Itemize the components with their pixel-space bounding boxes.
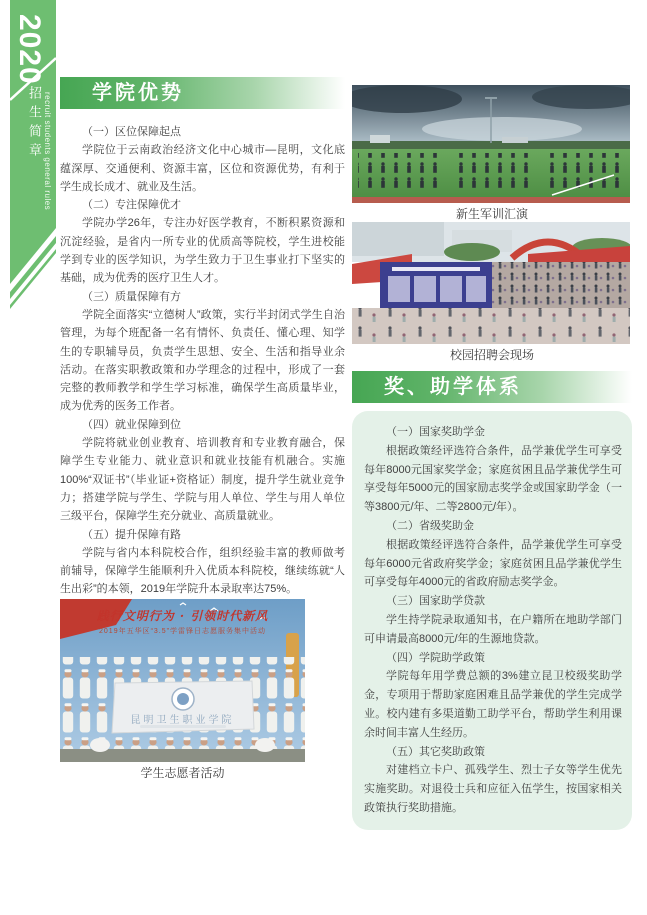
- left-column: [60, 77, 345, 781]
- sidebar-ribbon: [10, 0, 56, 320]
- billboard-list: [388, 276, 410, 302]
- sidebar-title-cn: 招生简章: [27, 86, 42, 162]
- aid-2-heading: （二）省级奖助金: [386, 519, 474, 532]
- advantage-4-heading: （四）就业保障到位: [82, 418, 181, 431]
- section-banner-advantages: [60, 77, 345, 109]
- advantage-4-body: 学院将就业创业教育、培训教育和专业教育融合，保障学生专业能力、就业意识和就业技能有机融合。实施100%“双证书”（毕业证+资格证）制度，提升学生就业竞争力；搭建学院与学生、学院与用人单位、学生与用人单位三级平台，保障学生充分就业、高质量就业。: [60, 437, 345, 523]
- kneeling-student: [90, 738, 110, 752]
- advantage-5-heading: （五）提升保障有路: [82, 528, 181, 541]
- section-title-advantages: 学院优势: [92, 82, 184, 104]
- college-logo-inner: [177, 693, 189, 705]
- advantage-3-body: 学院全面落实“立德树人”政策，实行半封闭式学生自治管理，为每个班配备一名有情怀、负责任、懂心理、知学生的专职辅导员，负责学生思想、安全、生活和指导业余活动。在落实职教政策和办学理念的过程中，形成了一套完整的教师教学和学生学习标准，确保学生高质量毕业，成为优秀的医务工作者。: [60, 308, 345, 413]
- building: [352, 222, 444, 256]
- building: [370, 135, 390, 143]
- right-column: [352, 85, 632, 830]
- aid-4-heading: （四）学院助学政策: [386, 651, 485, 664]
- troop-block: [358, 153, 438, 191]
- section-banner-aid: [352, 371, 632, 403]
- trees: [444, 243, 500, 261]
- aid-5-heading: （五）其它奖助政策: [386, 745, 485, 758]
- aid-1-body: 根据政策经评选符合条件，品学兼优学生可享受每年8000元国家奖学金；家庭贫困且品学兼优学生可享受每年5000元的国家励志奖学金或国家助学金（一等3800元/年、二等2800元/年）。: [364, 444, 622, 514]
- building: [502, 137, 528, 143]
- sidebar-year: 2020: [13, 14, 46, 85]
- advantage-5-body: 学院与省内本科院校合作，组织经验丰富的教师做考前辅导，保障学生能顺利升入优质本科院校，继续练就“人生出彩”的本领，2019年学院升本录取率达75%。: [60, 546, 345, 596]
- aid-1-heading: （一）国家奖助学金: [386, 426, 485, 438]
- photo-slogan-text: 践行文明行为 · 引领时代新风: [96, 608, 269, 623]
- billboard-list: [466, 276, 486, 302]
- photo-volunteers: [60, 599, 305, 781]
- photo-caption-volunteers: 学生志愿者活动: [140, 765, 225, 780]
- troop-block: [450, 153, 530, 191]
- aid-3-heading: （三）国家助学贷款: [386, 595, 485, 608]
- aid-5-body: 对建档立卡户、孤残学生、烈士子女等学生优先实施奖助。对退役士兵和应征入伍学生，按国家相关政策执行奖助措施。: [364, 764, 622, 814]
- photo-jobfair-image: [352, 222, 630, 344]
- photo-military-image: [352, 85, 630, 203]
- banner-college-name: 昆明卫生职业学院: [130, 714, 235, 726]
- sidebar-title-en: recruit students general rules: [43, 92, 52, 211]
- photo-job-fair: [352, 222, 632, 363]
- billboard-title-line: [392, 267, 480, 271]
- aid-4-body: 学院每年用学费总额的3%建立昆卫校级奖助学金，专项用于帮助家庭困难且品学兼优的学生完成学业。校内建有多渠道勤工助学平台，帮助学生利用课余时间丰富人生经历。: [364, 670, 622, 739]
- aid-3-body: 学生持学院录取通知书，在户籍所在地助学部门可申请最高8000元/年的生源地贷款。: [364, 613, 622, 645]
- billboard-list: [414, 276, 436, 302]
- crowd-area: [492, 262, 630, 308]
- photo-caption-military: 新生军训汇演: [455, 207, 528, 221]
- advantage-1-heading: （一）区位保障起点: [82, 126, 181, 138]
- advantage-2-heading: （二）专注保障优才: [82, 199, 181, 212]
- photo-subtitle-text: 2019年五华区“3.5”学雷锋日志愿服务集中活动: [99, 627, 266, 635]
- plaza-people: [352, 308, 630, 344]
- photo-military-training: [352, 85, 632, 222]
- aid-2-body: 根据政策经评选符合条件，品学兼优学生可享受每年6000元省政府奖学金；家庭贫困且品学兼优学生可享受每年4000元的省政府励志奖学金。: [364, 538, 622, 589]
- photo-caption-jobfair: 校园招聘会现场: [449, 348, 534, 362]
- advantage-1-body: 学院位于云南政治经济文化中心城市—昆明，文化底蕴深厚、交通便利、资源丰富，区位和资源优势，有利于学生成长成才、就业及生活。: [60, 144, 345, 193]
- billboard-list: [440, 276, 462, 302]
- kneeling-student: [255, 738, 275, 752]
- section-title-aid: 奖、助学体系: [384, 376, 522, 398]
- running-track: [352, 197, 630, 203]
- advantages-text-block: [60, 123, 345, 599]
- aid-box: [352, 411, 632, 830]
- advantage-3-heading: （三）质量保障有方: [82, 290, 181, 303]
- advantage-2-body: 学院办学26年，专注办好医学教育，不断积累资源和沉淀经验，是省内一所专业的优质高等院校，学生进校能学到专业的医学知识，为学生致力于卫生事业打下坚实的基础，成为优秀的医疗卫生人才。: [60, 217, 345, 285]
